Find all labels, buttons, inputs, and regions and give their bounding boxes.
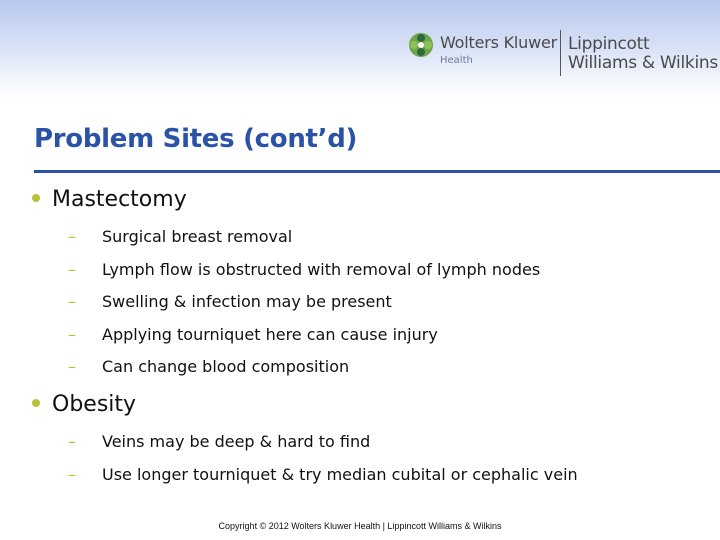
dash-icon: – (68, 292, 76, 311)
sub-bullet (68, 325, 438, 344)
sub-bullet-text: Swelling & infection may be present (102, 292, 392, 311)
wolters-kluwer-logo-icon (408, 32, 434, 58)
bullet-obesity (32, 392, 136, 417)
bullet-dot-icon (32, 194, 40, 202)
publisher-logo (408, 30, 718, 80)
dash-icon: – (68, 260, 76, 279)
imprint-line-1: Lippincott (568, 34, 650, 54)
sub-bullet-text: Applying tourniquet here can cause injury (102, 325, 438, 344)
sub-bullet-text: Surgical breast removal (102, 227, 293, 246)
dash-icon: – (68, 325, 76, 344)
sub-bullet (68, 227, 292, 246)
sub-bullet-text: Use longer tourniquet & try median cubital or cephalic vein (102, 465, 578, 484)
sub-bullet (68, 465, 578, 484)
sub-bullet (68, 260, 540, 279)
company-division: Health (440, 55, 473, 66)
dash-icon: – (68, 465, 76, 484)
bullet-dot-icon (32, 399, 40, 407)
copyright-footer: Copyright © 2012 Wolters Kluwer Health | Lippincott Williams & Wilkins (218, 521, 502, 531)
dash-icon: – (68, 227, 76, 246)
bullet-text: Obesity (52, 392, 137, 417)
slide-title: Problem Sites (cont’d) (34, 124, 358, 154)
dash-icon: – (68, 432, 76, 451)
sub-bullet (68, 357, 349, 376)
sub-bullet-text: Lymph flow is obstructed with removal of lymph nodes (102, 260, 541, 279)
bullet-text: Mastectomy (52, 187, 187, 212)
company-name: Wolters Kluwer (440, 33, 558, 52)
bullet-mastectomy (32, 187, 187, 212)
sub-bullet-text: Veins may be deep & hard to find (102, 432, 371, 451)
imprint-line-2: Williams & Wilkins (568, 53, 718, 73)
dash-icon: – (68, 357, 76, 376)
sub-bullet (68, 292, 392, 311)
sub-bullet-text: Can change blood composition (102, 357, 350, 376)
title-rule (34, 170, 720, 173)
logo-divider (560, 30, 561, 76)
sub-bullet (68, 432, 370, 451)
